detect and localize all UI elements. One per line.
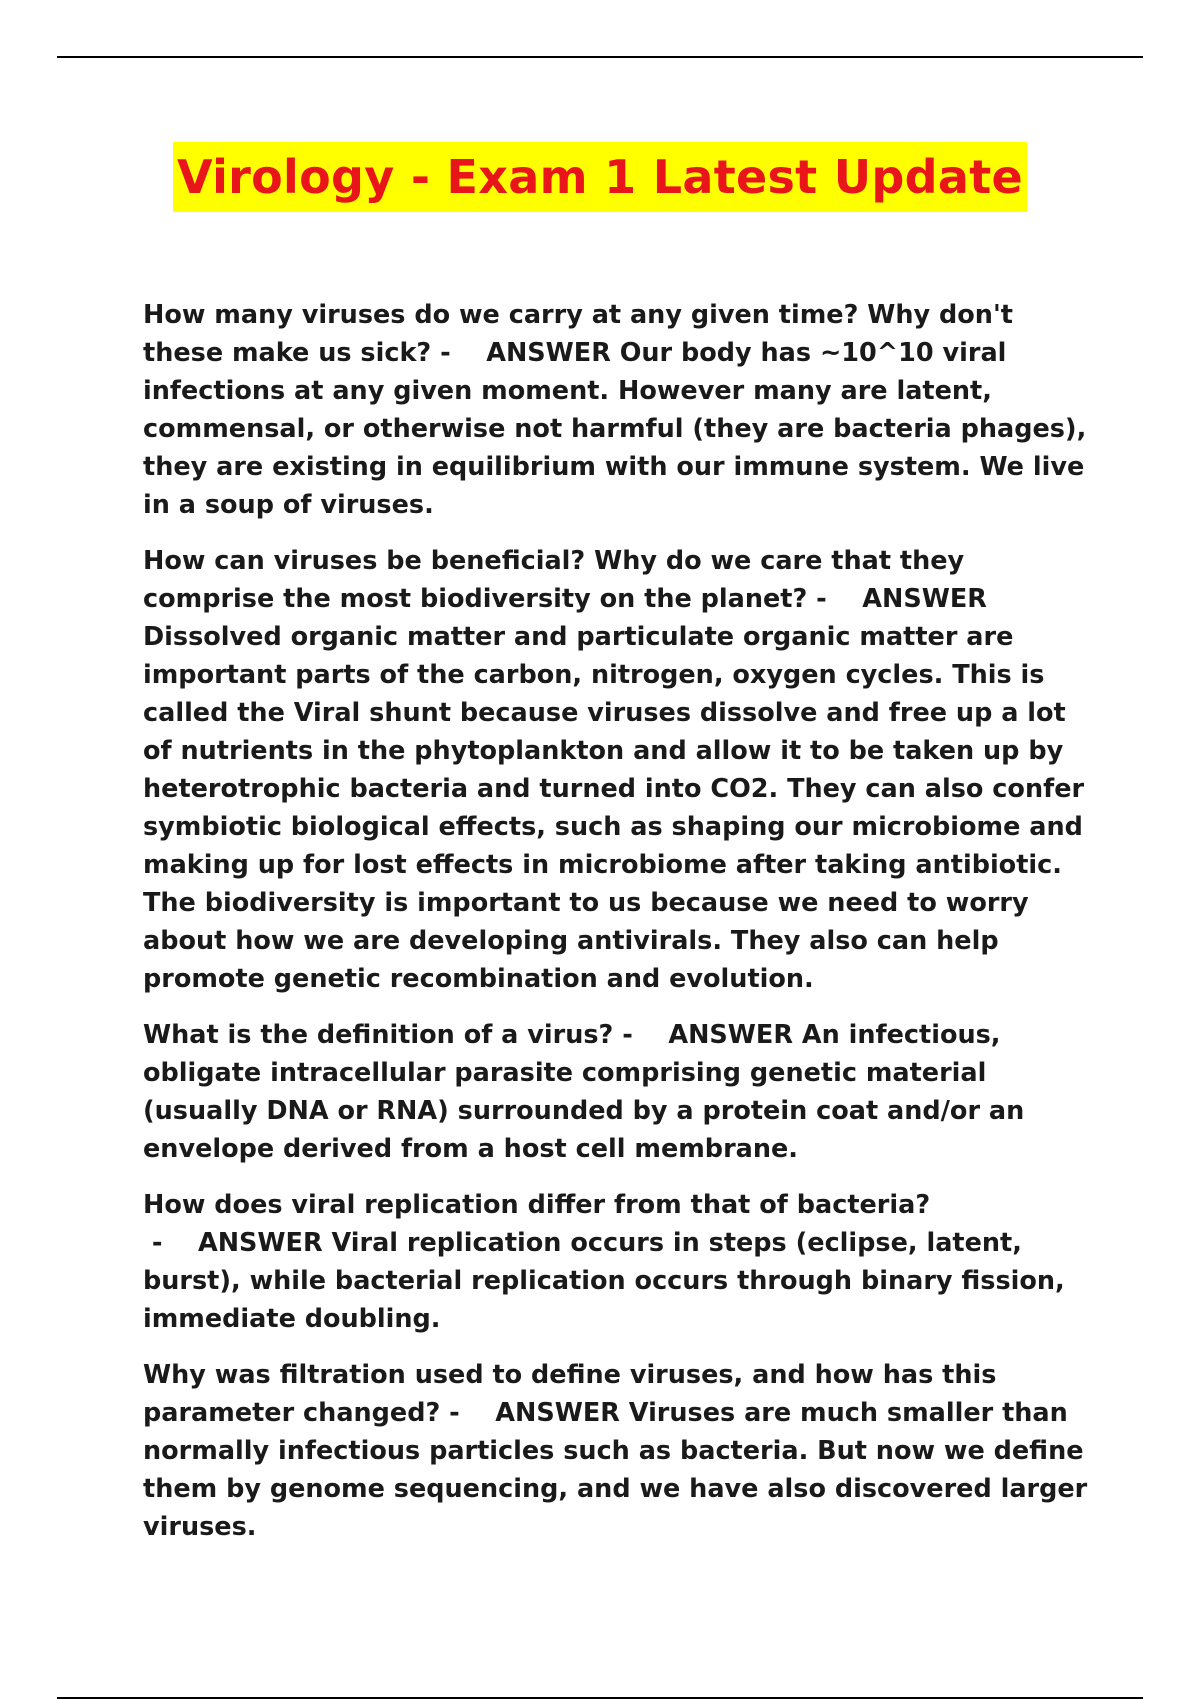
question-text: How does viral replication differ from that of bacteria?: [143, 1190, 931, 1220]
bottom-divider: [57, 1697, 1143, 1699]
question-text: How can viruses be beneficial? Why do we care that they comprise the most biodiversity on the planet?: [143, 546, 965, 614]
qa-entry-2: How can viruses be beneficial? Why do we care that they comprise the most biodiversity on the planet? - ANSWER Dissolved organic matter and particulate organic matter are important parts of the carbon, nitrogen, oxygen cycles. This is called the Viral shunt because viruses dissolve and free up a lot of nutrients in the phytoplankton and allow it to be taken up by heterotrophic bacteria and turned into CO2. They can also confer symbiotic biological effects, such as shaping our microbiome and making up for lost effects in microbiome after taking antibiotic. The biodiversity is important to us because we need to worry about how we are developing antivirals. They also can help promote genetic recombination and evolution.: [143, 546, 1085, 994]
answer-label: ANSWER: [197, 1228, 323, 1258]
title-container: [0, 142, 1200, 212]
answer-label: ANSWER: [668, 1020, 793, 1050]
question-text: How many viruses do we carry at any given time? Why don't these make us sick?: [143, 300, 1013, 368]
top-divider: [57, 56, 1143, 58]
qa-entry-4: How does viral replication differ from that of bacteria? - ANSWER Viral replication occurs in steps (eclipse, latent, burst), while bacterial replication occurs through binary fission, immediate doubling.: [143, 1190, 1065, 1334]
answer-text: Viruses are much smaller than normally infectious particles such as bacteria. But now we define them by genome sequencing, and we have also discovered larger viruses.: [143, 1398, 1088, 1542]
qa-entry-3: What is the definition of a virus? - ANSWER An infectious, obligate intracellular parasite comprising genetic material (usually DNA or RNA) surrounded by a protein coat and/or an envelope derived from a host cell membrane.: [143, 1020, 1025, 1164]
qa-entry-1: How many viruses do we carry at any given time? Why don't these make us sick? - ANSWER Our body has ~10^10 viral infections at any given moment. However many are latent, commensal, or otherwise not harmful (they are bacteria phages), they are existing in equilibrium with our immune system. We live in a soup of viruses.: [143, 300, 1087, 520]
answer-label: ANSWER: [486, 338, 611, 368]
qa-list: [143, 296, 1093, 1564]
document-title: Virology - Exam 1 Latest Update: [173, 142, 1027, 212]
answer-label: ANSWER: [495, 1398, 620, 1428]
answer-text: Viral replication occurs in steps (eclipse, latent, burst), while bacterial replication occurs through binary fission, immediate doubling.: [143, 1228, 1065, 1334]
answer-text: An infectious, obligate intracellular parasite comprising genetic material (usually DNA or RNA) surrounded by a protein coat and/or an envelope derived from a host cell membrane.: [143, 1020, 1025, 1164]
question-text: Why was filtration used to define viruses, and how has this parameter changed?: [143, 1360, 997, 1428]
qa-entry-5: Why was filtration used to define viruses, and how has this parameter changed? - ANSWER Viruses are much smaller than normally infectious particles such as bacteria. But now we define them by genome sequencing, and we have also discovered larger viruses.: [143, 1360, 1088, 1542]
question-text: What is the definition of a virus?: [143, 1020, 614, 1050]
answer-text: Dissolved organic matter and particulate organic matter are important parts of the carbon, nitrogen, oxygen cycles. This is called the Viral shunt because viruses dissolve and free up a lot of nutrients in the phytoplankton and allow it to be taken up by heterotrophic bacteria and turned into CO2. They can also confer symbiotic biological effects, such as shaping our microbiome and making up for lost effects in microbiome after taking antibiotic. The biodiversity is important to us because we need to worry about how we are developing antivirals. They also can help promote genetic recombination and evolution.: [143, 622, 1085, 994]
answer-text: Our body has ~10^10 viral infections at any given moment. However many are latent, commensal, or otherwise not harmful (they are bacteria phages), they are existing in equilibrium with our immune system. We live in a soup of viruses.: [143, 338, 1087, 520]
answer-label: ANSWER: [862, 584, 987, 614]
